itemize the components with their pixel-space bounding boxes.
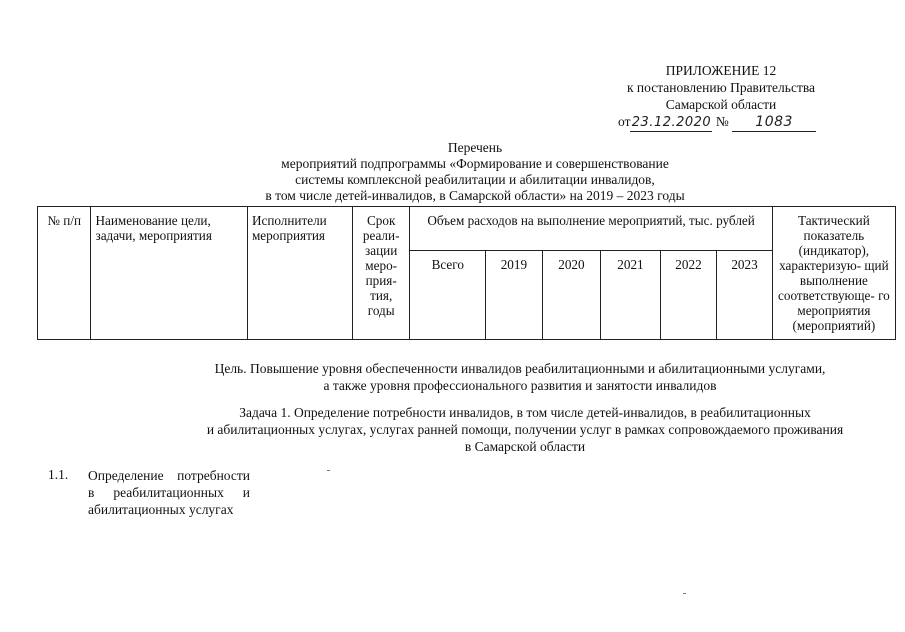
goal-text — [140, 360, 900, 394]
task-line-2: и абилитационных услугах, услугах ранней помощи, получении услуг в рамках сопровождаемого проживания — [206, 422, 844, 437]
header-name: Наименование цели, задачи, мероприятия — [91, 207, 247, 340]
title-line-3: системы комплексной реабилитации и абилитации инвалидов, — [295, 172, 655, 187]
header-year-2019: 2019 — [486, 251, 543, 340]
appendix-title: ПРИЛОЖЕНИЕ 12 — [665, 63, 777, 78]
scan-speck — [327, 470, 330, 471]
title-line-2: мероприятий подпрограммы «Формирование и совершенствование — [281, 156, 669, 171]
task-text — [160, 404, 890, 455]
task-line-3: в Самарской области — [464, 439, 586, 454]
number-prefix: № — [715, 114, 729, 129]
header-year-2021: 2021 — [601, 251, 661, 340]
measures-table — [37, 206, 896, 340]
header-expenses: Объем расходов на выполнение мероприятий, тыс. рублей — [410, 207, 772, 251]
goal-line-1: Цель. Повышение уровня обеспеченности инвалидов реабилитационными и абилитационными услугами, — [214, 361, 826, 376]
handwritten-date: 23.12.2020 — [631, 115, 712, 130]
item-description — [88, 467, 250, 518]
header-year-2020: 2020 — [542, 251, 601, 340]
date-prefix: от — [618, 114, 631, 129]
document-title — [180, 140, 770, 204]
appendix-region-line: Самарской области — [665, 97, 777, 112]
handwritten-number: 1083 — [732, 114, 816, 132]
item-line-2: в реабилитационных и — [88, 485, 250, 500]
title-line-1: Перечень — [447, 140, 503, 155]
header-indicator: Тактический показатель (индикатор), характеризую- щий выполнение соответствующе- го мероприятия (мероприятий) — [772, 207, 895, 340]
header-total: Всего — [410, 251, 486, 340]
header-year-2022: 2022 — [660, 251, 717, 340]
goal-line-2: а также уровня профессионального развития и занятости инвалидов — [323, 378, 717, 393]
item-line-1: Определение потребности — [88, 468, 250, 483]
item-number: 1.1. — [48, 467, 69, 482]
appendix-date-number-row — [606, 113, 836, 132]
header-executors: Исполнители мероприятия — [247, 207, 352, 340]
header-year-2023: 2023 — [717, 251, 773, 340]
title-line-4: в том числе детей-инвалидов, в Самарской области» на 2019 – 2023 годы — [265, 188, 685, 203]
task-line-1: Задача 1. Определение потребности инвалидов, в том числе детей-инвалидов, в реабилитационных — [239, 405, 811, 420]
header-term: Срок реали- зации меро- прия- тия, годы — [352, 207, 410, 340]
appendix-header — [606, 62, 836, 132]
item-line-3: абилитационных услугах — [88, 502, 234, 517]
appendix-resolution-line: к постановлению Правительства — [626, 80, 816, 95]
header-number: № п/п — [38, 207, 91, 340]
table-header-row — [38, 207, 896, 251]
scan-speck — [683, 593, 686, 594]
